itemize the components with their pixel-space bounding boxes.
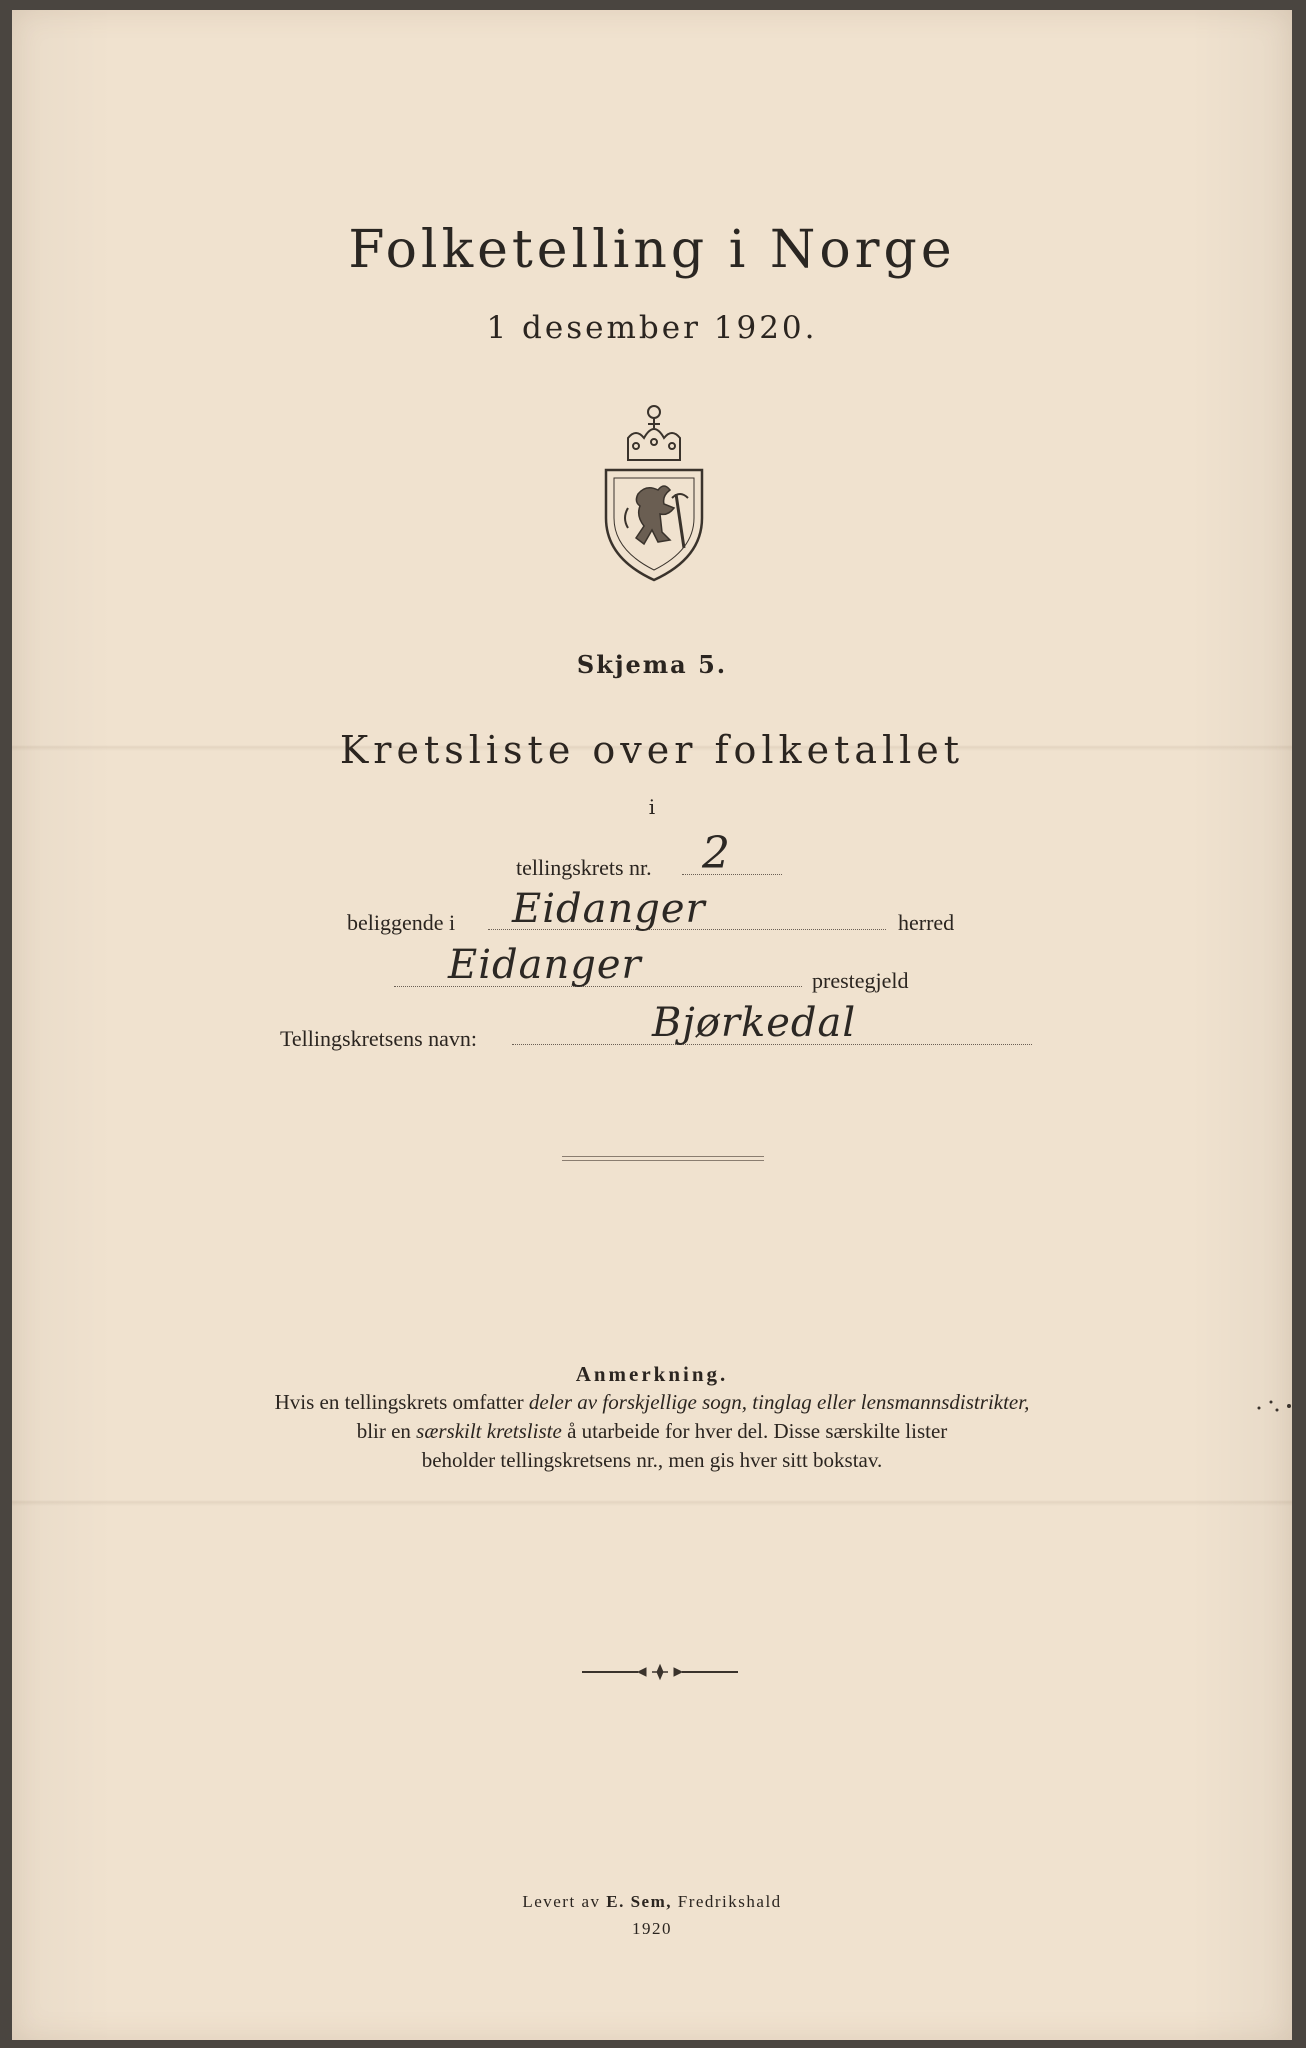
census-date: 1 desember 1920.	[486, 310, 818, 346]
remark-line-2	[12, 1417, 1292, 1446]
ornament-divider-icon	[580, 1662, 740, 1682]
printer-prefix: Levert av	[522, 1892, 607, 1911]
remark-line-3: beholder tellingskretsens nr., men gis hver sitt bokstav.	[421, 1448, 883, 1472]
district-number-value: 2	[702, 828, 731, 879]
ink-specks-icon	[1255, 1396, 1295, 1416]
district-number-label: tellingskrets nr.	[516, 855, 652, 880]
district-number-line	[682, 874, 782, 875]
herred-value: Eidanger	[512, 886, 706, 932]
printer-place: Fredrikshald	[671, 1892, 782, 1911]
remark-heading: Anmerkning.	[575, 1362, 729, 1386]
remark-line-1	[12, 1388, 1292, 1417]
parish-label: prestegjeld	[812, 968, 909, 993]
divider-rule	[562, 1156, 764, 1157]
remark-text: å utarbeide for hver del. Disse særskilte lister	[561, 1419, 948, 1443]
connector-text: i	[648, 795, 656, 819]
printer-year: 1920	[632, 1919, 672, 1938]
norwegian-coat-of-arms-icon	[598, 398, 710, 582]
remark-italic-text: deler av forskjellige sogn, tinglag eller lensmannsdistrikter,	[528, 1390, 1030, 1414]
remark-italic-text: særskilt kretsliste	[416, 1419, 562, 1443]
remark-text: Hvis en tellingskrets omfatter	[274, 1390, 529, 1414]
printer-credit	[12, 1892, 1292, 1912]
district-name-value: Bjørkedal	[652, 1000, 857, 1046]
parish-value: Eidanger	[448, 942, 642, 988]
schema-number: Skjema 5.	[576, 650, 728, 679]
divider-rule	[562, 1160, 764, 1161]
form-heading: Kretsliste over folketallet	[339, 728, 965, 772]
herred-label: herred	[898, 910, 955, 935]
district-name-label: Tellingskretsens navn:	[280, 1026, 478, 1051]
printer-name: E. Sem,	[606, 1892, 672, 1911]
remark-text: blir en	[356, 1419, 417, 1443]
located-label: beliggende i	[347, 910, 456, 935]
page-title: Folketelling i Norge	[348, 220, 956, 280]
census-form-page	[12, 10, 1292, 2040]
